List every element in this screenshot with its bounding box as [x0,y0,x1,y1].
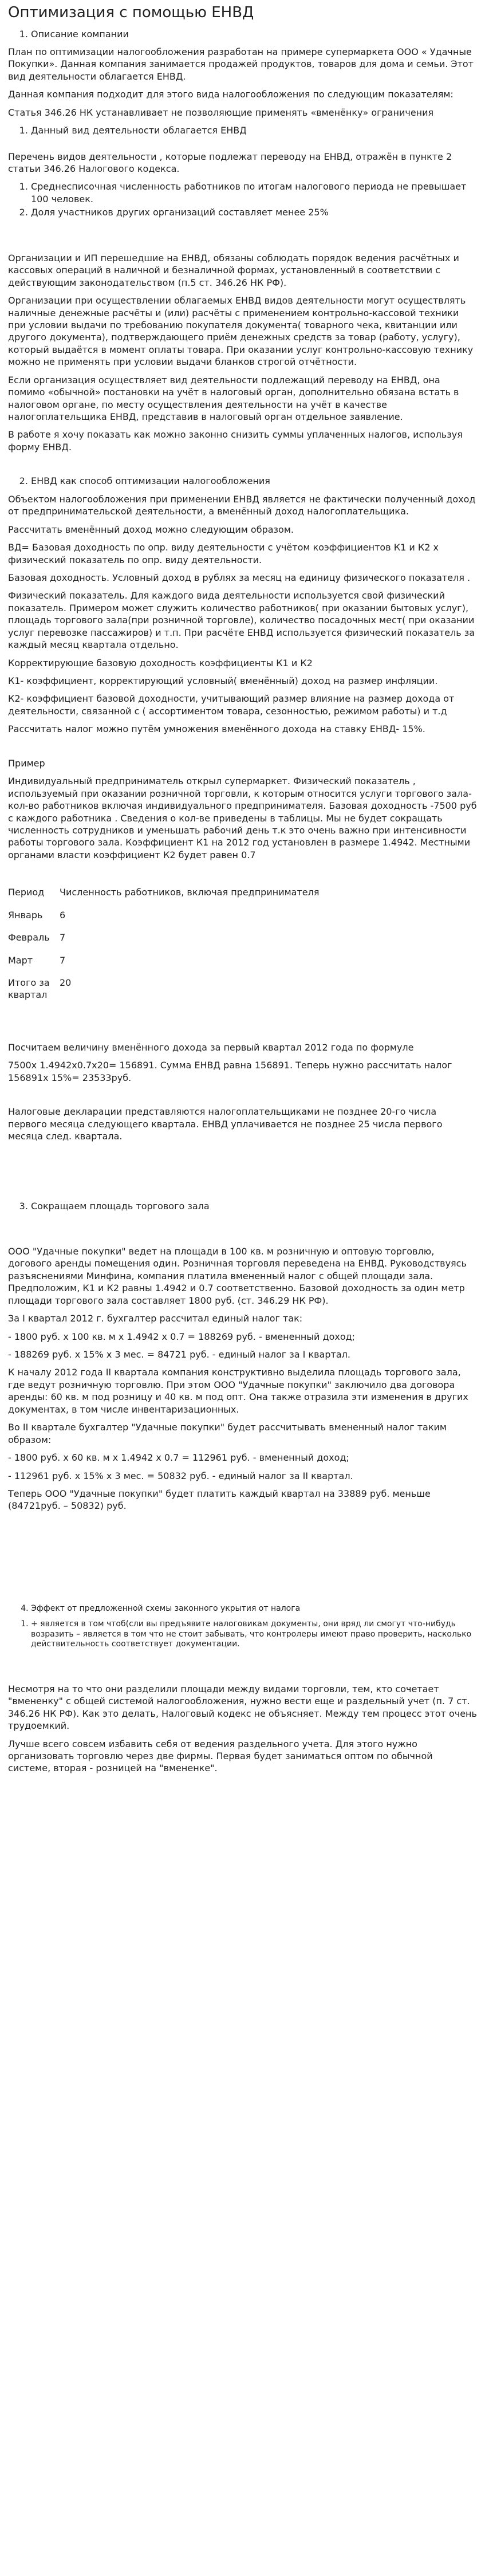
paragraph: Объектом налогообложения при применении ЕНВД является не фактически полученный доход от предпринимательской деятельности, а вменённый доход налогоплательщика. [8,493,476,517]
paragraph: В работе я хочу показать как можно законно снизить суммы уплаченных налогов, используя форму ЕНВД. [8,429,463,453]
paragraph: Рассчитать вменённый доход можно следующим образом. [8,524,294,535]
paragraph: Индивидуальный предприниматель открыл супермаркет. Физический показатель , используемый при оказании розничной торговли, к которым относится услуги торгового зала- кол-во работников включая индивидуального предпринимателя. Базовая доходность -7500 руб с каждого работника . Сведения о кол-ве приведены в таблицы. Мы не будет сокращать численность сотрудников и уменьшать рабочий день т.к это очень важно при интенсивности работы торгового зала. Коэффициент К1 на 2012 год установлен в размере 1.4942. Местными органами власти коэффициент К2 будет равен 0.7 [8,776,477,860]
document-title: Оптимизация с помощью ЕНВД [8,4,254,21]
paragraph: Лучше всего совсем избавить себя от ведения раздельного учета. Для этого нужно организовать торговлю через две фирмы. Первая будет заниматься оптом по обычной системе, вторая - розницей на "вмененке". [8,1738,433,1774]
paragraph: ООО "Удачные покупки" ведет на площади в 100 кв. м розничную и оптовую торговлю, догового аренды помещения один. Розничная торговля переведена на ЕНВД. Руководствуясь разъяснениями Минфина, компания платила вмененный налог с общей площади зала. Предположим, К1 и К2 равны 1.4942 и 0.7 соответственно. Базовой доходность за один метр площади торгового зала составляет 1800 руб. (ст. 346.29 НК РФ). [8,1245,467,1306]
example-heading: Пример [8,757,45,769]
section-1-subheading: 1. Данный вид деятельности облагается ЕНВД [31,124,477,136]
table-row [8,906,321,928]
calc-line: - 112961 руб. х 15% х 3 мес. = 50832 руб. - единый налог за II квартал. [8,1470,353,1481]
table-cell-count: 20 [60,977,72,988]
employee-table [8,883,321,1008]
table-cell-period: Итого за квартал [8,977,50,1001]
paragraph: Корректирующие базовую доходность коэффициенты К1 и К2 [8,657,313,668]
table-cell-period: Январь [8,909,43,921]
table-row [8,951,321,973]
table-cell-period: Март [8,954,33,966]
paragraph: К1- коэффициент, корректирующий условный( вменённый) доход на размер инфляции. [8,675,438,686]
paragraph: Несмотря на то что они разделили площади между видами торговли, тем, кто сочетает "вмененку" с общей системой налогообложения, нужно вести еще и раздельный учет (п. 7 ст. 346.26 НК РФ). Как это делать, Налоговый кодекс не объясняет. Между тем процесс этот очень трудоемкий. [8,1683,477,1732]
paragraph: 7500х 1.4942х0.7х20= 156891. Сумма ЕНВД равна 156891. Теперь нужно рассчитать налог 156891х 15%= 23533руб. [8,1060,452,1083]
table-header-row [8,883,321,905]
calc-line: - 188269 руб. х 15% х 3 мес. = 84721 руб. - единый налог за I квартал. [8,1349,350,1360]
section-1-subheading-list [8,124,477,136]
section-2-heading: 2. ЕНВД как способ оптимизации налогообложения [31,475,477,487]
paragraph: Статья 346.26 НК устанавливает не позволяющие применять «вменёнку» ограничения [8,107,434,118]
calc-line: - 1800 руб. х 60 кв. м х 1.4942 х 0.7 = 112961 руб. - вмененный доход; [8,1452,349,1464]
paragraph: Организации при осуществлении облагаемых ЕНВД видов деятельности могут осуществлять наличные денежные расчёты и (или) расчёты с применением контрольно-кассовой техники при условии выдачи по требованию покупателя документа( товарного чека, квитанции или другого документа), подтверждающего приём денежных средств за товар (работу, услугу), который выдаётся в момент оплаты товара. При оказании услуг контрольно-кассовую технику можно не применять при условии выдачи бланков строгой отчётности. [8,295,474,368]
paragraph: Перечень видов деятельности , которые подлежат переводу на ЕНВД, отражён в пункте 2 статьи 346.26 Налогового кодекса. [8,151,452,174]
paragraph: Данная компания подходит для этого вида налогообложения по следующим показателям: [8,89,454,100]
paragraph: К началу 2012 года II квартала компания конструктивно выделила площадь торгового зала, где ведут розничную торговлю. При этом ООО "Удачные покупки" заключило два договора аренды: 60 кв. м под розницу и 40 кв. м под опт. Она также отразила эти изменения в других документах, в том числе инвентаризационных. [8,1367,468,1415]
table-cell-period: Февраль [8,932,50,943]
paragraph: Базовая доходность. Условный доход в рублях за месяц на единицу физического показателя . [8,572,471,583]
paragraph: Рассчитать налог можно путём умножения вменённого дохода на ставку ЕНВД- 15%. [8,723,425,735]
section-4-heading-list [8,1604,477,1614]
paragraph: Организации и ИП перешедшие на ЕНВД, обязаны соблюдать порядок ведения расчётных и кассовых операций в наличной и безналичной формах, установленный в соответствии с действующим законодательством (п.5 ст. 346.26 НК РФ). [8,252,459,288]
paragraph: К2- коэффициент базовой доходности, учитывающий размер влияние на размер дохода от деятельности, связанной с ( ассортиментом товара, сезонностью, режимом работы) и т.д [8,693,455,717]
paragraph: Посчитаем величину вменённого дохода за первый квартал 2012 года по формуле [8,1041,414,1053]
paragraph: Если организация осуществляет вид деятельности подлежащий переводу на ЕНВД, она помимо «обычной» постановки на учёт в налоговый орган, дополнительно обязана встать в налоговом органе, по месту осуществления деятельности на учёт в качестве налогоплательщика ЕНВД, представив в налоговый орган отдельное заявление. [8,374,459,422]
paragraph: За I квартал 2012 г. бухгалтер рассчитал единый налог так: [8,1313,303,1324]
paragraph: Физический показатель. Для каждого вида деятельности используется свой физический показатель. Примером может служить количество работников( при оказании бытовых услуг), площадь торгового зала(при розничной торговле), количество посадочных мест( при оказании услуг перевозке пассажиров) и т.п. При расчёте ЕНВД используется физический показатель за каждый месяц квартала отдельно. [8,590,475,651]
effect-list [8,1619,477,1650]
section-4-heading: 4. Эффект от предложенной схемы законного укрытия от налога [31,1604,477,1614]
section-1-heading-list [8,28,477,40]
table-cell-count: 7 [60,932,66,943]
section-1-heading: 1. Описание компании [31,28,477,40]
list-item: 1. + является в том чтоб(сли вы предъявите налоговикам документы, они вряд ли смогут что-нибудь возразить – является в том что не стоит забывать, что контролеры имеют право проверить, насколько действительность соответствует документации. [31,1619,477,1650]
conditions-list [8,180,477,218]
section-2-heading-list [8,475,477,487]
paragraph: Налоговые декларации представляются налогоплательщиками не позднее 20-го числа первого месяца следующего квартала. ЕНВД уплачивается не позднее 25 числа первого месяца след. квартала. [8,1106,443,1142]
section-3-heading-list [8,1200,477,1212]
table-cell-count: 6 [60,909,66,921]
calc-line: - 1800 руб. х 100 кв. м х 1.4942 х 0.7 = 188269 руб. - вмененный доход; [8,1331,356,1342]
table-header-period: Период [8,887,45,898]
list-item: 1. Среднесписочная численность работников по итогам налогового периода не превышает 100 человек. [31,180,477,205]
table-cell-count: 7 [60,954,66,966]
table-header-count: Численность работников, включая предпринимателя [60,887,320,898]
table-row [8,973,321,1008]
table-row [8,928,321,950]
paragraph: План по оптимизации налогообложения разработан на примере супермаркета ООО « Удачные Покупки». Данная компания занимается продажей продуктов, товаров для дома и семьи. Этот вид деятельности облагается ЕНВД. [8,46,474,82]
list-item: 2. Доля участников других организаций составляет менее 25% [31,206,477,218]
section-3-heading: 3. Сокращаем площадь торгового зала [31,1200,477,1212]
formula-paragraph: ВД= Базовая доходность по опр. виду деятельности с учётом коэффициентов К1 и К2 х физический показатель по опр. виду деятельности. [8,542,439,565]
paragraph: Теперь ООО "Удачные покупки" будет платить каждый квартал на 33889 руб. меньше (84721руб. – 50832) руб. [8,1488,431,1512]
paragraph: Во II квартале бухгалтер "Удачные покупки" будет рассчитывать вмененный налог таким образом: [8,1422,447,1445]
